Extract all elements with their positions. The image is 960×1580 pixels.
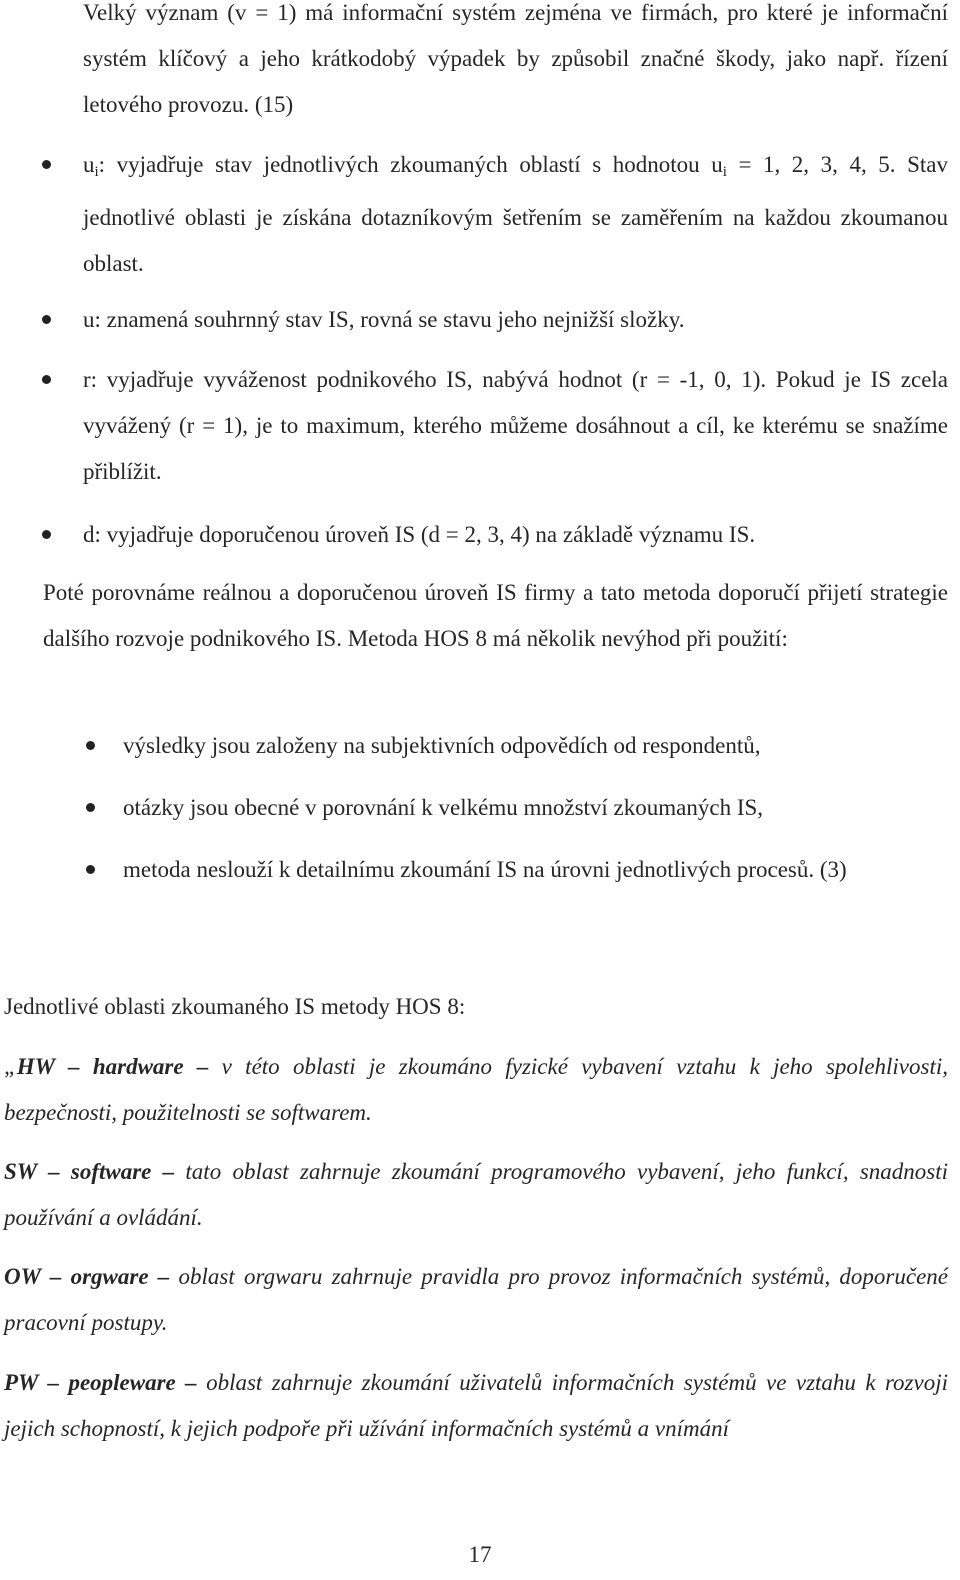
area-abbr: OW bbox=[4, 1264, 41, 1289]
bullet-dot bbox=[86, 865, 95, 874]
area-abbr: HW bbox=[16, 1054, 55, 1079]
bullet-ui-text: : vyjadřuje stav jednotlivých zkoumaných oblastí s hodnotou u bbox=[98, 152, 723, 177]
bullet-dot bbox=[86, 803, 95, 812]
bullet-u: u: znamená souhrnný stav IS, rovná se stavu jeho nejnižší složky. bbox=[83, 307, 685, 332]
bullet-dot bbox=[42, 375, 51, 384]
area-desc: oblast orgwaru zahrnuje pravidla pro provoz informačních systémů, doporučené pracovní postupy. bbox=[4, 1264, 949, 1335]
area-desc: v této oblasti je zkoumáno fyzické vybavení vztahu k jeho spolehlivosti, bezpečnosti, použitelnosti se softwarem. bbox=[4, 1054, 948, 1125]
bullet-d: d: vyjadřuje doporučenou úroveň IS (d = 2, 3, 4) na základě významu IS. bbox=[83, 522, 756, 547]
bullet-ui bbox=[83, 142, 948, 287]
bullet-dot bbox=[86, 741, 95, 750]
area-dash: – bbox=[175, 1370, 207, 1395]
area-dash: – bbox=[151, 1159, 186, 1184]
area-ow bbox=[4, 1254, 948, 1346]
bullet-dot bbox=[42, 530, 51, 539]
area-abbr: PW bbox=[4, 1370, 39, 1395]
area-hw bbox=[4, 1044, 948, 1136]
area-name: orgware bbox=[70, 1264, 149, 1289]
area-abbr: SW bbox=[4, 1159, 37, 1184]
paragraph-hos8: Poté porovnáme reálnou a doporučenou úroveň IS firmy a tato metoda doporučí přijetí strategie dalšího rozvoje podnikového IS. Metoda HOS 8 má několik nevýhod při použití: bbox=[43, 580, 948, 651]
subscript: i bbox=[722, 164, 727, 180]
area-dash: – bbox=[36, 1159, 71, 1184]
page-number: 17 bbox=[468, 1542, 492, 1567]
disadvantage-item: otázky jsou obecné v porovnání k velkému množství zkoumaných IS, bbox=[123, 795, 764, 820]
bullet-dot bbox=[42, 160, 51, 169]
disadvantage-item: výsledky jsou založeny na subjektivních odpovědích od respondentů, bbox=[123, 733, 761, 758]
area-desc: oblast zahrnuje zkoumání uživatelů informačních systémů ve vztahu k rozvoji jejich schopností, k jejich podpoře při užívání informačních systémů a vnímání bbox=[4, 1370, 948, 1441]
area-dash: – bbox=[38, 1370, 69, 1395]
area-name: peopleware bbox=[68, 1370, 176, 1395]
area-dash: – bbox=[183, 1054, 222, 1079]
areas-heading: Jednotlivé oblasti zkoumaného IS metody HOS 8: bbox=[4, 994, 466, 1019]
disadvantage-item: metoda neslouží k detailnímu zkoumání IS na úrovni jednotlivých procesů. (3) bbox=[123, 857, 847, 882]
area-desc: tato oblast zahrnuje zkoumání programového vybavení, jeho funkcí, snadnosti používání a ovládání. bbox=[4, 1159, 949, 1230]
bullet-dot bbox=[42, 315, 51, 324]
top-paragraph: Velký význam (v = 1) má informační systém zejména ve firmách, pro které je informační systém klíčový a jeho krátkodobý výpadek by způsobil značné škody, jako např. řízení letového provozu. (15) bbox=[83, 0, 948, 117]
area-pw bbox=[4, 1360, 948, 1452]
bullet-ui-text-end: = 1, 2, 3, 4, 5. Stav jednotlivé oblasti je získána dotazníkovým šetřením se zaměřením na každou zkoumanou oblast. bbox=[83, 152, 948, 276]
bullet-ui-var: u bbox=[83, 152, 95, 177]
area-dash: – bbox=[54, 1054, 93, 1079]
area-name: hardware bbox=[92, 1054, 184, 1079]
bullet-r: r: vyjadřuje vyváženost podnikového IS, nabývá hodnot (r = -1, 0, 1). Pokud je IS zcela vyvážený (r = 1), je to maximum, kterého můžeme dosáhnout a cíl, ke kterému se snažíme přiblížit. bbox=[83, 367, 948, 484]
subscript: i bbox=[94, 164, 99, 180]
area-dash: – bbox=[40, 1264, 71, 1289]
area-name: software bbox=[70, 1159, 152, 1184]
area-dash: – bbox=[148, 1264, 179, 1289]
area-sw bbox=[4, 1149, 948, 1241]
quote-mark: „ bbox=[4, 1054, 17, 1079]
